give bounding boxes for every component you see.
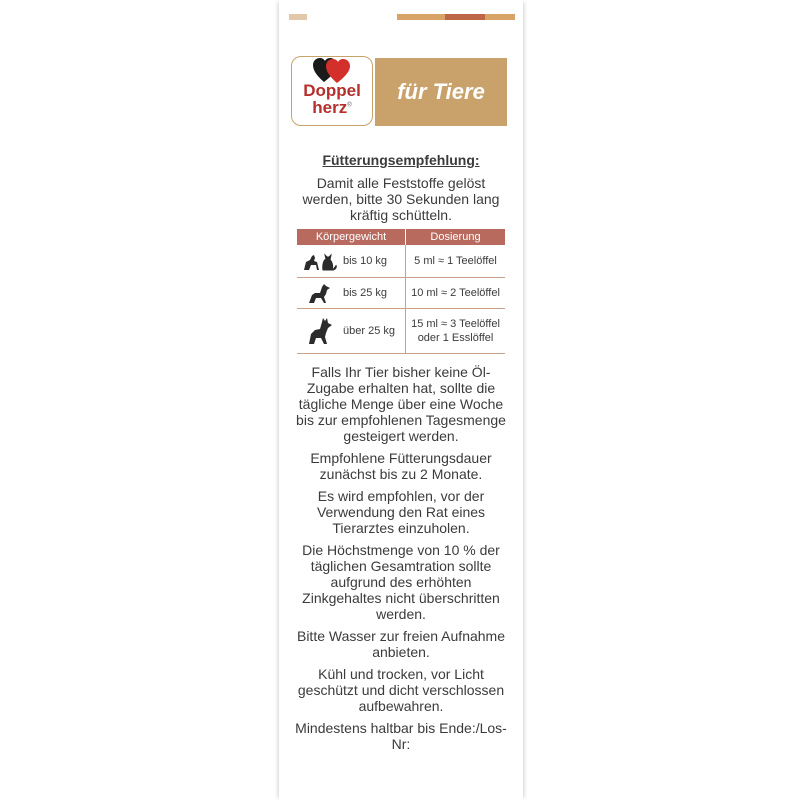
best-before-lot-note: Mindestens haltbar bis Ende:/Los-Nr: (295, 720, 507, 752)
cat-and-small-dog-icon (297, 250, 343, 272)
column-header-weight: Körpergewicht (297, 229, 406, 245)
table-row (297, 309, 505, 354)
doppelherz-logo (291, 56, 373, 126)
dose-value: 15 ml ≈ 3 Teelöffel oder 1 Esslöffel (411, 318, 500, 344)
column-header-dose: Dosierung (430, 231, 481, 243)
shake-instruction: Damit alle Feststoffe gelöst werden, bitte 30 Sekunden lang kräftig schütteln. (302, 175, 500, 223)
weight-value: bis 25 kg (343, 287, 388, 299)
dosage-table (297, 229, 505, 354)
table-row (297, 278, 505, 309)
product-box-side-panel (279, 0, 523, 800)
feeding-duration-note: Empfohlene Fütterungsdauer zunächst bis zu 2 Monate. (310, 450, 492, 482)
weight-value: über 25 kg (343, 325, 395, 337)
storage-note: Kühl und trocken, vor Licht geschützt und dicht verschlossen aufbewahren. (297, 666, 505, 714)
feeding-instructions (291, 150, 511, 752)
dose-value: 5 ml ≈ 1 Teelöffel (414, 255, 497, 267)
feeding-heading: Fütterungsempfehlung: (322, 152, 480, 168)
maximum-amount-note: Die Höchstmenge von 10 % der täglichen Gesamtration sollte aufgrund des erhöhten Zinkgehaltes nicht überschritten werden. (302, 542, 500, 622)
medium-dog-icon (297, 281, 343, 305)
dosage-table-header (297, 229, 505, 245)
top-flap-strip-right (397, 14, 515, 20)
table-row (297, 245, 505, 278)
logo-wordmark-line1: Doppel (303, 81, 361, 100)
large-dog-icon (297, 316, 343, 346)
registered-mark: ® (347, 102, 352, 109)
oil-introduction-note: Falls Ihr Tier bisher keine Öl-Zugabe erhalten hat, sollte die tägliche Menge über eine Woche bis zur empfohlenen Tagesmenge gesteigert werden. (296, 364, 506, 444)
weight-value: bis 10 kg (343, 255, 388, 267)
top-flap-strip-left (289, 14, 307, 20)
veterinarian-advice-note: Es wird empfohlen, vor der Verwendung den Rat eines Tierarztes einzuholen. (316, 488, 486, 536)
fuer-tiere-banner: für Tiere (375, 58, 507, 126)
water-note: Bitte Wasser zur freien Aufnahme anbieten. (296, 628, 506, 660)
logo-wordmark-herz: herz (312, 98, 348, 117)
logo-wordmark-line2 (292, 98, 372, 118)
dose-value: 10 ml ≈ 2 Teelöffel (411, 287, 500, 299)
